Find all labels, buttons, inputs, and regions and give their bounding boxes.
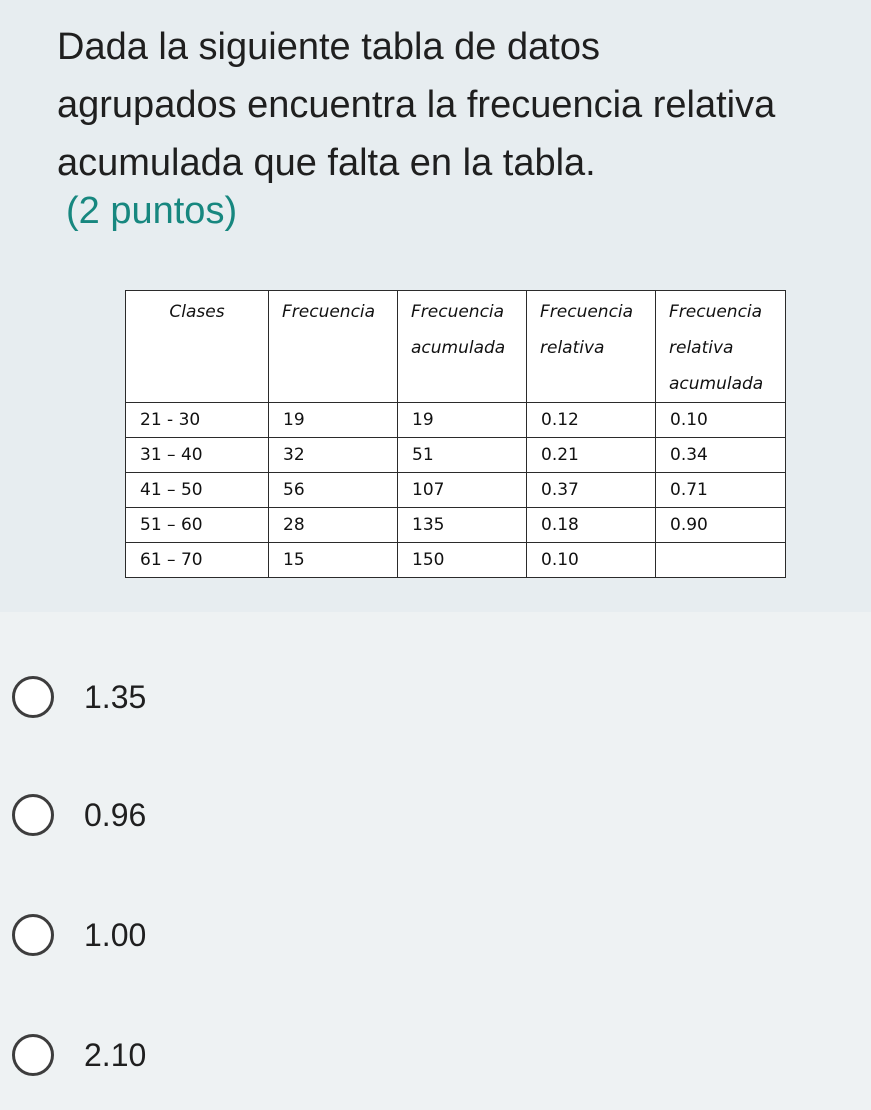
table-cell: 0.10 — [527, 543, 656, 578]
option-label: 1.35 — [84, 678, 147, 715]
option-4[interactable] — [12, 1030, 312, 1080]
table-row — [126, 473, 786, 508]
table-cell: 150 — [398, 543, 527, 578]
table-cell: 0.10 — [656, 403, 786, 438]
header-frecuencia-acumulada: Frecuencia acumulada — [398, 291, 527, 403]
table-cell: 0.21 — [527, 438, 656, 473]
question-text — [57, 18, 857, 192]
table-cell: 19 — [398, 403, 527, 438]
option-2[interactable] — [12, 790, 312, 840]
question-line-2: agrupados encuentra la frecuencia relativa — [57, 84, 776, 126]
points-label: (2 puntos) — [66, 190, 238, 232]
table-cell: 0.34 — [656, 438, 786, 473]
option-label: 1.00 — [84, 916, 147, 953]
table-header-row — [126, 291, 786, 403]
header-clases: Clases — [126, 291, 269, 403]
table-row — [126, 438, 786, 473]
table-cell: 135 — [398, 508, 527, 543]
option-label: 0.96 — [84, 796, 147, 833]
table-cell: 15 — [269, 543, 398, 578]
option-3[interactable] — [12, 910, 312, 960]
table-row — [126, 543, 786, 578]
table-cell: 0.12 — [527, 403, 656, 438]
table-cell: 0.37 — [527, 473, 656, 508]
table-cell: 0.71 — [656, 473, 786, 508]
frequency-table — [125, 290, 786, 578]
table-cell: 107 — [398, 473, 527, 508]
question-line-3: acumulada que falta en la tabla. — [57, 142, 596, 184]
header-frecuencia-relativa-acumulada: Frecuencia relativa acumulada — [656, 291, 786, 403]
header-frecuencia: Frecuencia — [269, 291, 398, 403]
option-label: 2.10 — [84, 1036, 147, 1073]
table-row — [126, 508, 786, 543]
table-cell: 31 – 40 — [126, 438, 269, 473]
table-cell: 0.18 — [527, 508, 656, 543]
table-cell: 0.90 — [656, 508, 786, 543]
radio-button[interactable] — [12, 794, 54, 836]
table-cell: 19 — [269, 403, 398, 438]
table-cell: 61 – 70 — [126, 543, 269, 578]
table-cell: 21 - 30 — [126, 403, 269, 438]
radio-button[interactable] — [12, 676, 54, 718]
table-cell: 51 — [398, 438, 527, 473]
header-frecuencia-relativa: Frecuencia relativa — [527, 291, 656, 403]
table-cell: 28 — [269, 508, 398, 543]
radio-button[interactable] — [12, 914, 54, 956]
question-line-1: Dada la siguiente tabla de datos — [57, 26, 600, 68]
answer-options — [0, 612, 871, 1110]
table-cell: 41 – 50 — [126, 473, 269, 508]
table-cell: 51 – 60 — [126, 508, 269, 543]
table-cell-missing — [656, 543, 786, 578]
table-cell: 56 — [269, 473, 398, 508]
option-1[interactable] — [12, 672, 312, 722]
table-cell: 32 — [269, 438, 398, 473]
table-row — [126, 403, 786, 438]
radio-button[interactable] — [12, 1034, 54, 1076]
